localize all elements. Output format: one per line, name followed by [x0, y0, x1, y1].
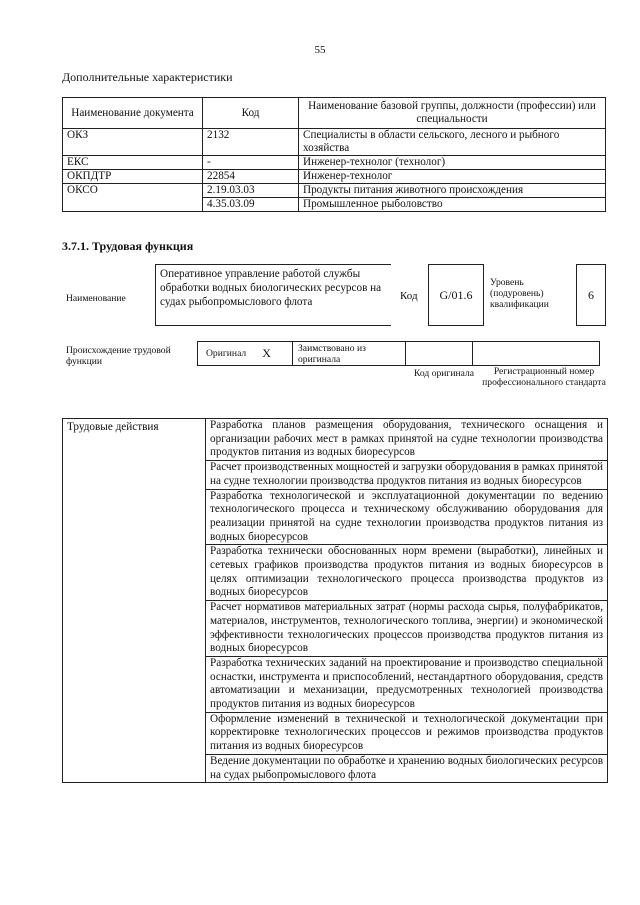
table-row — [63, 184, 606, 198]
labor-action-item: Разработка технологической и эксплуатационной документации по ведению технологического процесса и техническому обслуживанию оборудования для реализации принятой на судне технологии производства продуктов питания из водных биоресурсов — [206, 489, 608, 545]
page-number: 55 — [314, 44, 326, 56]
cell-name: Продукты питания животного происхождения — [299, 184, 606, 198]
table-row — [63, 129, 606, 156]
original-mark: X — [262, 346, 271, 360]
cell-name: Инженер-технолог — [299, 170, 606, 184]
cell-name: Специалисты в области сельского, лесного и рыбного хозяйства — [299, 129, 606, 156]
cell-doc: ОКПДТР — [63, 170, 203, 184]
cell-doc: ОКСО — [63, 184, 203, 212]
cell-doc: ЕКС — [63, 156, 203, 170]
cell-code: - — [203, 156, 299, 170]
labor-function-heading: 3.7.1. Трудовая функция — [62, 239, 194, 253]
original-code-cell — [405, 341, 473, 366]
labor-actions-table — [62, 418, 608, 783]
cell-code: 22854 — [203, 170, 299, 184]
table-row — [63, 156, 606, 170]
labor-action-item: Расчет нормативов материальных затрат (нормы расхода сырья, полуфабрикатов, материалов, инструментов, технологического топлива, энергии) и экономической эффективности технологических процессов производства продуктов питания из водных биоресурсов — [206, 601, 608, 657]
table-row — [63, 170, 606, 184]
labor-action-item: Оформление изменений в технической и технологической документации при корректировке технологических процессов и режимов производства продуктов питания из водных биоресурсов — [206, 712, 608, 754]
labor-action-item: Ведение документации по обработке и хранению водных биологических ресурсов на судах рыбопромыслового флота — [206, 754, 608, 782]
reg-number-cell — [472, 341, 600, 366]
qualification-level-label: Уровень (подуровень) квалификации — [490, 277, 549, 310]
cell-name: Промышленное рыболовство — [299, 198, 606, 212]
cell-code: 2132 — [203, 129, 299, 156]
additional-characteristics-table — [62, 97, 606, 212]
qualification-level: 6 — [576, 264, 606, 326]
labor-action-item: Расчет производственных мощностей и загрузки оборудования в рамках принятой на судне технологии производства продуктов питания из водных биоресурсов — [206, 461, 608, 489]
code-label: Код — [400, 290, 418, 302]
header-code: Код — [203, 98, 299, 129]
reg-number-caption: Регистрационный номер профессионального стандарта — [482, 366, 606, 388]
cell-code: 4.35.03.09 — [203, 198, 299, 212]
function-code: G/01.6 — [428, 264, 484, 326]
original-label: Оригинал — [206, 348, 247, 359]
name-label: Наименование — [66, 293, 126, 304]
table-row — [63, 419, 608, 461]
borrowed-cell: Заимствовано из оригинала — [292, 341, 406, 366]
additional-characteristics-title: Дополнительные характеристики — [62, 70, 233, 84]
labor-action-item: Разработка планов размещения оборудования, технического оснащения и организации рабочих мест в рамках принятой на судне технологии производства продуктов питания из водных биоресурсов — [206, 419, 608, 461]
function-name: Оперативное управление работой службы обработки водных биологических ресурсов на судах рыбопромыслового флота — [155, 264, 391, 326]
original-cell — [197, 341, 293, 366]
origin-table — [198, 341, 600, 366]
code-original-caption: Код оригинала — [413, 368, 475, 379]
cell-doc: ОКЗ — [63, 129, 203, 156]
labor-actions-header: Трудовые действия — [63, 419, 206, 783]
table-header-row — [63, 98, 606, 129]
header-doc: Наименование документа — [63, 98, 203, 129]
cell-code: 2.19.03.03 — [203, 184, 299, 198]
labor-action-item: Разработка технически обоснованных норм времени (выработки), линейных и сетевых графиков производства продуктов питания из водных биоресурсов в целях оптимизации технологического процесса производства продуктов из водных биоресурсов — [206, 545, 608, 601]
origin-label: Происхождение трудовой функции — [66, 345, 171, 367]
header-group: Наименование базовой группы, должности (профессии) или специальности — [299, 98, 606, 129]
cell-name: Инженер-технолог (технолог) — [299, 156, 606, 170]
labor-action-item: Разработка технических заданий на проектирование и производство специальной оснастки, инструмента и приспособлений, нестандартного оборудования, средств автоматизации и механизации, предусмотренных технологией производства продуктов питания из водных биоресурсов — [206, 656, 608, 712]
